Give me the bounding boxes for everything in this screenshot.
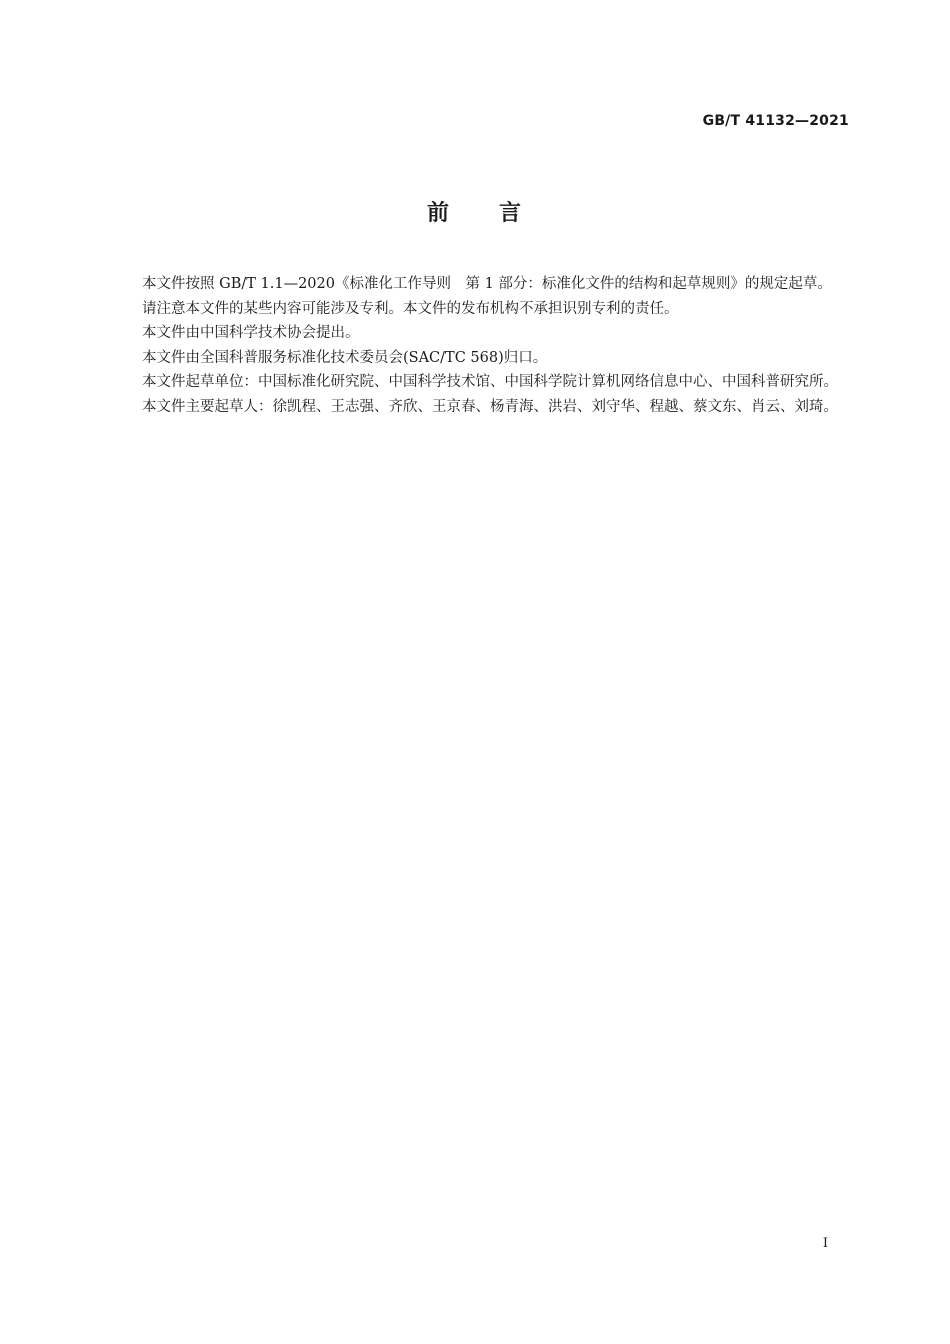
page-number: I [822,1236,828,1251]
standard-number: GB/T 41132—2021 [702,113,849,129]
paragraph-drafting-organizations: 本文件起草单位：中国标准化研究院、中国科学技术馆、中国科学院计算机网络信息中心、中国科普研究所。 [142,374,838,390]
paragraph-technical-committee: 本文件由全国科普服务标准化技术委员会(SAC/TC 568)归口。 [142,349,548,366]
paragraph-proposed-by: 本文件由中国科学技术协会提出。 [142,325,360,341]
paragraph-main-drafters: 本文件主要起草人：徐凯程、王志强、齐欣、王京春、杨青海、洪岩、刘守华、程越、蔡文东、肖云、刘琦。 [142,398,838,415]
page-title: 前 言 [426,201,523,226]
paragraph-drafting-rules: 本文件按照 GB/T 1.1—2020《标准化工作导则 第 1 部分：标准化文件的结构和起草规则》的规定起草。 [142,276,832,292]
foreword-body [113,272,849,419]
paragraph-patent-notice: 请注意本文件的某些内容可能涉及专利。本文件的发布机构不承担识别专利的责任。 [142,300,679,317]
